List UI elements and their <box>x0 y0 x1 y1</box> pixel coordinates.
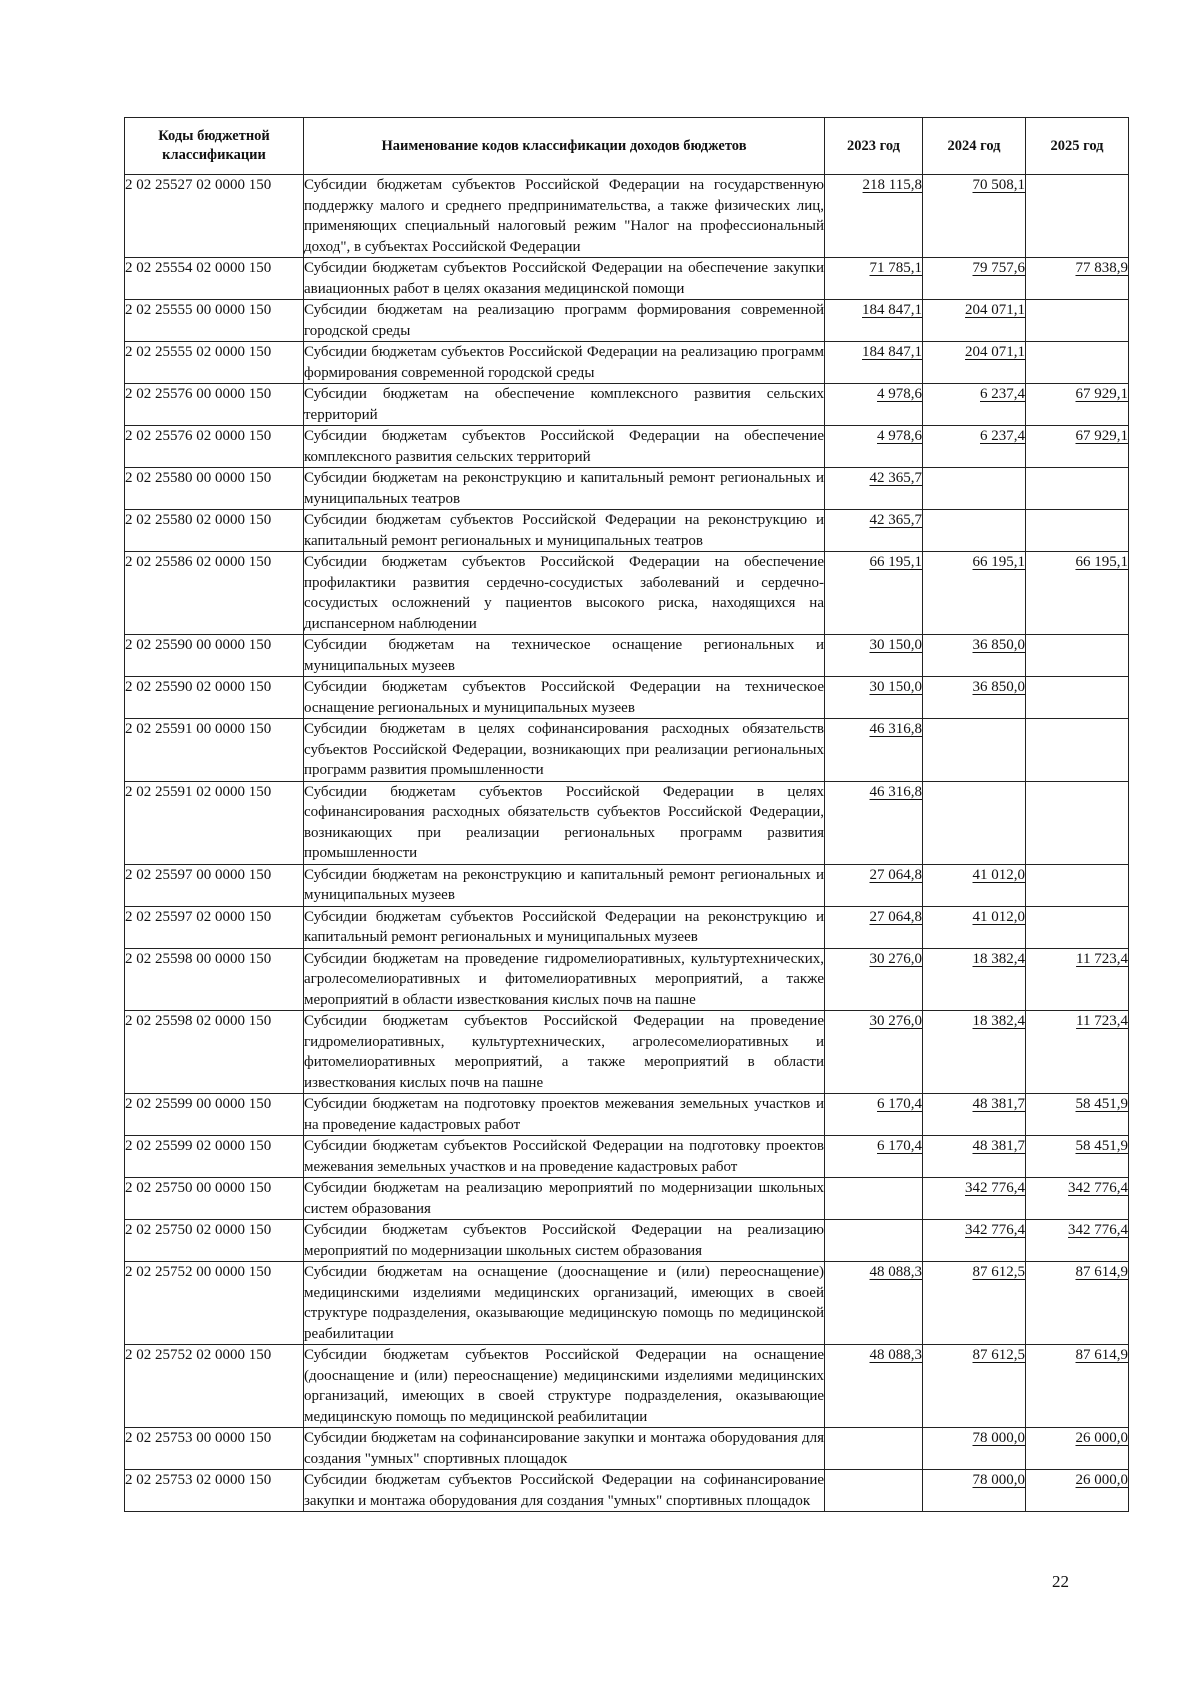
row-value-2024 <box>923 948 1026 1011</box>
table-row <box>125 1136 1129 1178</box>
value-2025: 26 000,0 <box>1075 1430 1128 1446</box>
row-value-2023 <box>825 719 923 782</box>
row-code: 2 02 25555 00 0000 150 <box>125 300 304 342</box>
row-name: Субсидии бюджетам на реализацию мероприятий по модернизации школьных систем образования <box>304 1180 824 1217</box>
row-value-2024 <box>923 719 1026 782</box>
row-value-2023 <box>825 510 923 552</box>
page-number: 22 <box>1052 1572 1069 1591</box>
table-row <box>125 1011 1129 1094</box>
row-code: 2 02 25576 00 0000 150 <box>125 384 304 426</box>
row-value-2024 <box>923 300 1026 342</box>
row-name: Субсидии бюджетам субъектов Российской Федерации на реализацию программ формирования современной городской среды <box>304 344 824 381</box>
row-code: 2 02 25753 02 0000 150 <box>125 1470 304 1512</box>
value-2024: 18 382,4 <box>972 1013 1025 1029</box>
value-2023: 218 115,8 <box>862 177 922 193</box>
row-value-2025 <box>1026 677 1129 719</box>
row-name-cell <box>304 1220 825 1262</box>
row-name: Субсидии бюджетам субъектов Российской Федерации на обеспечение профилактики развития сердечно-сосудистых заболеваний и сердечно-сосудистых осложнений у пациентов высокого риска, находящихся на диспансерном наблюдении <box>304 554 824 632</box>
table-row <box>125 300 1129 342</box>
row-code: 2 02 25591 02 0000 150 <box>125 781 304 864</box>
table-row <box>125 635 1129 677</box>
row-name-cell <box>304 552 825 635</box>
row-name-cell <box>304 300 825 342</box>
row-value-2023 <box>825 1220 923 1262</box>
table-row <box>125 1262 1129 1345</box>
row-value-2023 <box>825 1136 923 1178</box>
row-value-2025 <box>1026 300 1129 342</box>
value-2024: 36 850,0 <box>972 637 1025 653</box>
row-value-2025 <box>1026 175 1129 258</box>
row-name-cell <box>304 426 825 468</box>
value-2024: 87 612,5 <box>972 1347 1025 1363</box>
row-code: 2 02 25576 02 0000 150 <box>125 426 304 468</box>
row-name-cell <box>304 864 825 906</box>
value-2025: 87 614,9 <box>1075 1264 1128 1280</box>
row-name: Субсидии бюджетам на реконструкцию и капитальный ремонт региональных и муниципальных театров <box>304 470 824 507</box>
row-code: 2 02 25599 00 0000 150 <box>125 1094 304 1136</box>
row-value-2023 <box>825 300 923 342</box>
value-2023: 184 847,1 <box>862 344 922 360</box>
row-value-2025 <box>1026 906 1129 948</box>
table-row <box>125 781 1129 864</box>
row-value-2025 <box>1026 1262 1129 1345</box>
value-2024: 342 776,4 <box>965 1180 1025 1196</box>
value-2024: 48 381,7 <box>972 1096 1025 1112</box>
value-2024: 87 612,5 <box>972 1264 1025 1280</box>
value-2023: 42 365,7 <box>869 512 922 528</box>
value-2024: 78 000,0 <box>972 1430 1025 1446</box>
row-name-cell <box>304 1262 825 1345</box>
row-value-2023 <box>825 1470 923 1512</box>
table-row <box>125 510 1129 552</box>
table-row <box>125 1178 1129 1220</box>
row-name: Субсидии бюджетам субъектов Российской Федерации на оснащение (дооснащение и (или) переоснащение) медицинскими изделиями медицинских организаций, имеющих в своей структуре подразделения, оказывающие медицинскую помощь по медицинской реабилитации <box>304 1347 824 1425</box>
row-value-2024 <box>923 258 1026 300</box>
value-2024: 70 508,1 <box>972 177 1025 193</box>
row-value-2023 <box>825 342 923 384</box>
value-2024: 6 237,4 <box>980 386 1025 402</box>
value-2025: 342 776,4 <box>1068 1180 1128 1196</box>
row-value-2025 <box>1026 719 1129 782</box>
value-2023: 46 316,8 <box>869 783 922 800</box>
row-value-2023 <box>825 1178 923 1220</box>
row-name: Субсидии бюджетам субъектов Российской Федерации на проведение гидромелиоративных, культуртехнических, агролесомелиоративных и фитомелиоративных мероприятий, а также мероприятий в области известкования кислых почв на пашне <box>304 1013 824 1091</box>
value-2024: 18 382,4 <box>972 950 1025 967</box>
row-name: Субсидии бюджетам на реализацию программ формирования современной городской среды <box>304 302 824 339</box>
row-name: Субсидии бюджетам субъектов Российской Федерации на подготовку проектов межевания земельных участков и на проведение кадастровых работ <box>304 1138 824 1175</box>
row-code: 2 02 25580 00 0000 150 <box>125 468 304 510</box>
row-code: 2 02 25597 02 0000 150 <box>125 906 304 948</box>
row-value-2025 <box>1026 1011 1129 1094</box>
row-value-2024 <box>923 781 1026 864</box>
header-year-2025: 2025 год <box>1026 118 1129 175</box>
value-2023: 42 365,7 <box>869 470 922 486</box>
row-name: Субсидии бюджетам субъектов Российской Федерации на реконструкцию и капитальный ремонт региональных и муниципальных театров <box>304 512 824 549</box>
value-2023: 6 170,4 <box>877 1138 922 1154</box>
row-value-2024 <box>923 552 1026 635</box>
row-name: Субсидии бюджетам субъектов Российской Федерации на обеспечение комплексного развития сельских территорий <box>304 428 824 465</box>
row-value-2024 <box>923 635 1026 677</box>
value-2023: 66 195,1 <box>869 554 922 570</box>
table-row <box>125 384 1129 426</box>
row-value-2023 <box>825 948 923 1011</box>
row-name-cell <box>304 510 825 552</box>
row-value-2024 <box>923 1262 1026 1345</box>
table-row <box>125 258 1129 300</box>
row-name-cell <box>304 1094 825 1136</box>
row-value-2024 <box>923 1220 1026 1262</box>
table-row <box>125 552 1129 635</box>
row-code: 2 02 25753 00 0000 150 <box>125 1428 304 1470</box>
row-value-2025 <box>1026 864 1129 906</box>
row-name-cell <box>304 781 825 864</box>
row-code: 2 02 25555 02 0000 150 <box>125 342 304 384</box>
value-2025: 66 195,1 <box>1075 554 1128 570</box>
value-2025: 11 723,4 <box>1076 1013 1128 1029</box>
row-value-2025 <box>1026 781 1129 864</box>
header-code: Коды бюджетной классификации <box>125 118 304 175</box>
row-value-2024 <box>923 864 1026 906</box>
row-value-2025 <box>1026 948 1129 1011</box>
row-code: 2 02 25750 02 0000 150 <box>125 1220 304 1262</box>
row-value-2025 <box>1026 635 1129 677</box>
value-2023: 6 170,4 <box>877 1096 922 1112</box>
row-value-2025 <box>1026 258 1129 300</box>
value-2025: 67 929,1 <box>1075 386 1128 402</box>
row-value-2025 <box>1026 1470 1129 1512</box>
row-code: 2 02 25586 02 0000 150 <box>125 552 304 635</box>
header-year-2024: 2024 год <box>923 118 1026 175</box>
row-value-2024 <box>923 1011 1026 1094</box>
row-name: Субсидии бюджетам субъектов Российской Федерации в целях софинансирования расходных обязательств субъектов Российской Федерации, возникающих при реализации региональных программ развития промышленности <box>304 783 824 861</box>
value-2025: 342 776,4 <box>1068 1222 1128 1238</box>
value-2023: 4 978,6 <box>877 428 922 444</box>
row-value-2024 <box>923 175 1026 258</box>
value-2023: 48 088,3 <box>869 1347 922 1363</box>
row-name-cell <box>304 719 825 782</box>
value-2023: 30 150,0 <box>869 679 922 695</box>
row-value-2025 <box>1026 510 1129 552</box>
row-code: 2 02 25597 00 0000 150 <box>125 864 304 906</box>
value-2024: 41 012,0 <box>972 866 1025 883</box>
value-2024: 78 000,0 <box>972 1472 1025 1488</box>
row-name-cell <box>304 948 825 1011</box>
row-code: 2 02 25752 00 0000 150 <box>125 1262 304 1345</box>
table-body <box>125 175 1129 1512</box>
row-code: 2 02 25598 00 0000 150 <box>125 948 304 1011</box>
value-2023: 184 847,1 <box>862 302 922 318</box>
row-value-2025 <box>1026 1428 1129 1470</box>
row-code: 2 02 25590 02 0000 150 <box>125 677 304 719</box>
value-2023: 4 978,6 <box>877 386 922 402</box>
row-name-cell <box>304 635 825 677</box>
row-name-cell <box>304 468 825 510</box>
row-name: Субсидии бюджетам субъектов Российской Федерации на реконструкцию и капитальный ремонт региональных и муниципальных музеев <box>304 908 824 945</box>
row-name: Субсидии бюджетам в целях софинансирования расходных обязательств субъектов Российской Федерации, возникающих при реализации региональных программ развития промышленности <box>304 721 824 778</box>
row-name-cell <box>304 1136 825 1178</box>
row-name-cell <box>304 1345 825 1428</box>
row-name: Субсидии бюджетам на оснащение (дооснащение и (или) переоснащение) медицинскими изделиями медицинских организаций, имеющих в своей структуре подразделения, оказывающие медицинскую помощь по медицинской реабилитации <box>304 1264 824 1342</box>
value-2024: 48 381,7 <box>972 1138 1025 1154</box>
row-code: 2 02 25752 02 0000 150 <box>125 1345 304 1428</box>
row-value-2023 <box>825 1345 923 1428</box>
header-name: Наименование кодов классификации доходов бюджетов <box>304 118 825 175</box>
row-code: 2 02 25750 00 0000 150 <box>125 1178 304 1220</box>
table-row <box>125 719 1129 782</box>
row-value-2024 <box>923 426 1026 468</box>
row-name: Субсидии бюджетам на техническое оснащение региональных и муниципальных музеев <box>304 637 824 674</box>
row-value-2025 <box>1026 1345 1129 1428</box>
row-name-cell <box>304 677 825 719</box>
budget-revenue-table <box>124 117 1129 1512</box>
row-value-2023 <box>825 864 923 906</box>
row-value-2024 <box>923 1428 1026 1470</box>
value-2024: 36 850,0 <box>972 679 1025 695</box>
row-name: Субсидии бюджетам на софинансирование закупки и монтажа оборудования для создания "умных" спортивных площадок <box>304 1430 824 1467</box>
row-value-2025 <box>1026 1220 1129 1262</box>
table-row <box>125 1470 1129 1512</box>
value-2024: 79 757,6 <box>972 260 1025 276</box>
row-code: 2 02 25527 02 0000 150 <box>125 175 304 258</box>
value-2023: 30 150,0 <box>869 637 922 653</box>
row-value-2023 <box>825 426 923 468</box>
row-name: Субсидии бюджетам субъектов Российской Федерации на софинансирование закупки и монтажа оборудования для создания "умных" спортивных площадок <box>304 1472 824 1509</box>
row-value-2023 <box>825 175 923 258</box>
value-2023: 30 276,0 <box>869 1013 922 1029</box>
table-row <box>125 468 1129 510</box>
row-value-2024 <box>923 342 1026 384</box>
row-name-cell <box>304 175 825 258</box>
value-2025: 58 451,9 <box>1075 1096 1128 1112</box>
table-row <box>125 677 1129 719</box>
row-value-2023 <box>825 781 923 864</box>
row-value-2023 <box>825 1262 923 1345</box>
table-row <box>125 1428 1129 1470</box>
table-row <box>125 864 1129 906</box>
row-value-2023 <box>825 677 923 719</box>
value-2024: 6 237,4 <box>980 428 1025 444</box>
row-value-2023 <box>825 1011 923 1094</box>
row-value-2023 <box>825 906 923 948</box>
value-2024: 41 012,0 <box>972 908 1025 925</box>
row-value-2023 <box>825 258 923 300</box>
header-year-2023: 2023 год <box>825 118 923 175</box>
table-row <box>125 175 1129 258</box>
value-2025: 67 929,1 <box>1075 428 1128 444</box>
row-value-2024 <box>923 906 1026 948</box>
row-value-2025 <box>1026 552 1129 635</box>
row-name: Субсидии бюджетам на проведение гидромелиоративных, культуртехнических, агролесомелиоративных и фитомелиоративных мероприятий, а также мероприятий в области известкования кислых почв на пашне <box>304 950 824 1008</box>
row-name-cell <box>304 906 825 948</box>
table-header-row <box>125 118 1129 175</box>
table-row <box>125 906 1129 948</box>
row-value-2023 <box>825 1094 923 1136</box>
row-name-cell <box>304 258 825 300</box>
row-code: 2 02 25580 02 0000 150 <box>125 510 304 552</box>
value-2023: 30 276,0 <box>869 950 922 967</box>
table-row <box>125 1094 1129 1136</box>
row-code: 2 02 25554 02 0000 150 <box>125 258 304 300</box>
row-name: Субсидии бюджетам субъектов Российской Федерации на государственную поддержку малого и среднего предпринимательства, а также физических лиц, применяющих специальный налоговый режим "Налог на профессиональный доход", в субъектах Российской Федерации <box>304 177 824 255</box>
value-2023: 46 316,8 <box>869 721 922 737</box>
row-name: Субсидии бюджетам на подготовку проектов межевания земельных участков и на проведение кадастровых работ <box>304 1096 824 1133</box>
row-name-cell <box>304 1470 825 1512</box>
row-value-2025 <box>1026 426 1129 468</box>
row-value-2024 <box>923 510 1026 552</box>
row-value-2025 <box>1026 1136 1129 1178</box>
row-name: Субсидии бюджетам субъектов Российской Федерации на техническое оснащение региональных и муниципальных музеев <box>304 679 824 716</box>
value-2024: 204 071,1 <box>965 302 1025 318</box>
table-row <box>125 1220 1129 1262</box>
row-name-cell <box>304 384 825 426</box>
value-2024: 66 195,1 <box>972 554 1025 570</box>
row-value-2023 <box>825 635 923 677</box>
row-value-2024 <box>923 384 1026 426</box>
row-name-cell <box>304 342 825 384</box>
row-name: Субсидии бюджетам субъектов Российской Федерации на реализацию мероприятий по модернизации школьных систем образования <box>304 1222 824 1259</box>
row-value-2023 <box>825 468 923 510</box>
value-2023: 27 064,8 <box>869 866 922 883</box>
value-2025: 58 451,9 <box>1075 1138 1128 1154</box>
value-2023: 71 785,1 <box>869 260 922 276</box>
row-code: 2 02 25590 00 0000 150 <box>125 635 304 677</box>
row-value-2023 <box>825 552 923 635</box>
row-name: Субсидии бюджетам на обеспечение комплексного развития сельских территорий <box>304 386 824 423</box>
table-row <box>125 1345 1129 1428</box>
row-code: 2 02 25599 02 0000 150 <box>125 1136 304 1178</box>
row-value-2024 <box>923 1345 1026 1428</box>
row-value-2023 <box>825 384 923 426</box>
row-value-2024 <box>923 1178 1026 1220</box>
value-2023: 48 088,3 <box>869 1264 922 1280</box>
value-2023: 27 064,8 <box>869 908 922 925</box>
row-value-2024 <box>923 468 1026 510</box>
row-value-2025 <box>1026 1094 1129 1136</box>
row-value-2024 <box>923 1094 1026 1136</box>
row-value-2025 <box>1026 1178 1129 1220</box>
row-name-cell <box>304 1011 825 1094</box>
table-row <box>125 948 1129 1011</box>
row-value-2024 <box>923 1470 1026 1512</box>
row-value-2024 <box>923 677 1026 719</box>
row-value-2025 <box>1026 342 1129 384</box>
table-row <box>125 342 1129 384</box>
row-code: 2 02 25591 00 0000 150 <box>125 719 304 782</box>
table-row <box>125 426 1129 468</box>
value-2025: 26 000,0 <box>1075 1472 1128 1488</box>
value-2024: 204 071,1 <box>965 344 1025 360</box>
value-2025: 11 723,4 <box>1076 950 1128 967</box>
row-code: 2 02 25598 02 0000 150 <box>125 1011 304 1094</box>
row-value-2023 <box>825 1428 923 1470</box>
row-value-2025 <box>1026 384 1129 426</box>
row-name-cell <box>304 1178 825 1220</box>
value-2025: 87 614,9 <box>1075 1347 1128 1363</box>
row-name: Субсидии бюджетам на реконструкцию и капитальный ремонт региональных и муниципальных музеев <box>304 866 824 903</box>
row-value-2025 <box>1026 468 1129 510</box>
row-value-2024 <box>923 1136 1026 1178</box>
value-2024: 342 776,4 <box>965 1222 1025 1238</box>
row-name-cell <box>304 1428 825 1470</box>
row-name: Субсидии бюджетам субъектов Российской Федерации на обеспечение закупки авиационных работ в целях оказания медицинской помощи <box>304 260 824 297</box>
value-2025: 77 838,9 <box>1075 260 1128 276</box>
